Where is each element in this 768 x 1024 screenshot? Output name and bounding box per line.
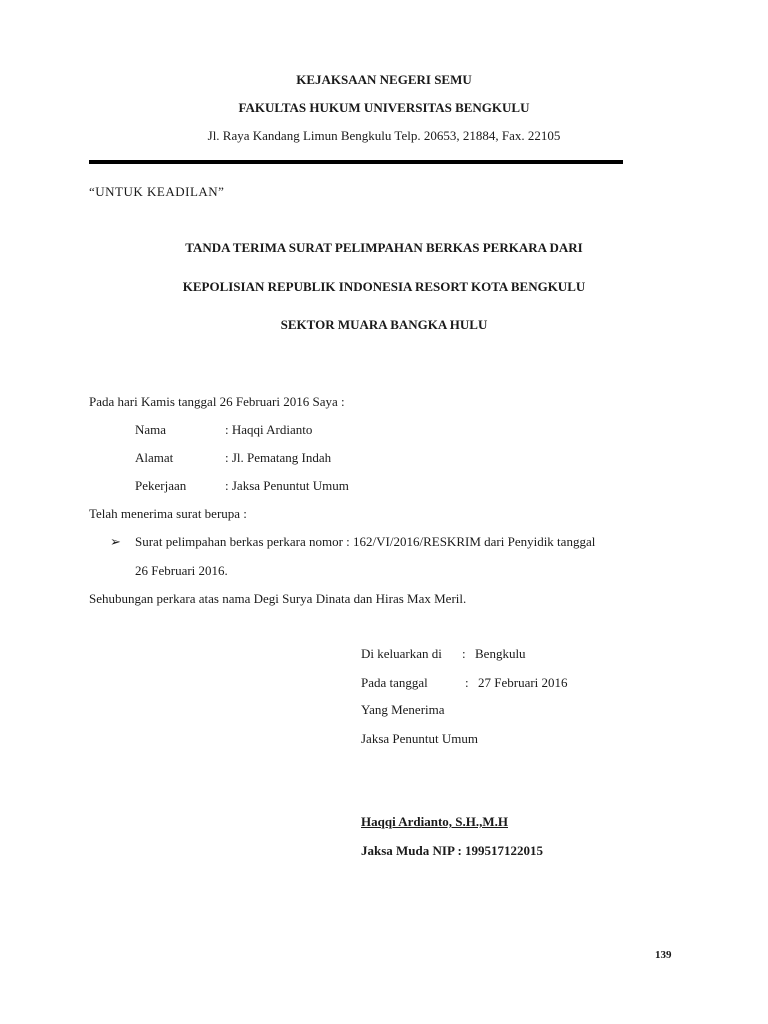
motto: “UNTUK KEADILAN” bbox=[89, 184, 225, 199]
issue-place-label: Di keluarkan di bbox=[361, 646, 442, 661]
regarding-statement: Sehubungan perkara atas nama Degi Surya Dinata dan Hiras Max Meril. bbox=[89, 591, 467, 606]
signatory-name: Haqqi Ardianto, S.H.,M.H bbox=[361, 814, 508, 829]
receiver-label: Yang Menerima bbox=[361, 702, 445, 717]
letterhead-divider bbox=[89, 160, 623, 164]
received-statement: Telah menerima surat berupa : bbox=[89, 506, 247, 521]
page-number: 139 bbox=[655, 949, 672, 961]
issue-date-value: 27 Februari 2016 bbox=[478, 675, 568, 690]
issue-date-separator: : bbox=[465, 675, 469, 690]
opening-statement: Pada hari Kamis tanggal 26 Februari 2016 Saya : bbox=[89, 394, 345, 409]
bullet-text-line1: Surat pelimpahan berkas perkara nomor : 162/VI/2016/RESKRIM dari Penyidik tanggal bbox=[135, 534, 596, 549]
receiver-position: Jaksa Penuntut Umum bbox=[361, 731, 478, 746]
issue-date-label: Pada tanggal bbox=[361, 675, 428, 690]
document-title-line2: KEPOLISIAN REPUBLIK INDONESIA RESORT KOTA BENGKULU bbox=[182, 279, 586, 294]
field-value-occupation: : Jaksa Penuntut Umum bbox=[225, 478, 349, 493]
field-label-name: Nama bbox=[135, 422, 167, 437]
issue-place-value: Bengkulu bbox=[475, 646, 526, 661]
issue-place-separator: : bbox=[462, 646, 466, 661]
document-title-line1: TANDA TERIMA SURAT PELIMPAHAN BERKAS PERKARA DARI bbox=[185, 240, 583, 255]
bullet-arrow-icon: ➢ bbox=[110, 534, 121, 549]
letterhead-institution: KEJAKSAAN NEGERI SEMU bbox=[296, 72, 472, 87]
letterhead-address: Jl. Raya Kandang Limun Bengkulu Telp. 20653, 21884, Fax. 22105 bbox=[207, 128, 561, 143]
field-label-address: Alamat bbox=[135, 450, 174, 465]
document-title-line3: SEKTOR MUARA BANGKA HULU bbox=[280, 317, 488, 332]
bullet-text-line2: 26 Februari 2016. bbox=[135, 563, 228, 578]
letterhead-faculty: FAKULTAS HUKUM UNIVERSITAS BENGKULU bbox=[238, 100, 530, 115]
field-label-occupation: Pekerjaan bbox=[135, 478, 187, 493]
field-value-address: : Jl. Pematang Indah bbox=[225, 450, 332, 465]
signatory-rank: Jaksa Muda NIP : 199517122015 bbox=[361, 843, 544, 858]
field-value-name: : Haqqi Ardianto bbox=[225, 422, 313, 437]
